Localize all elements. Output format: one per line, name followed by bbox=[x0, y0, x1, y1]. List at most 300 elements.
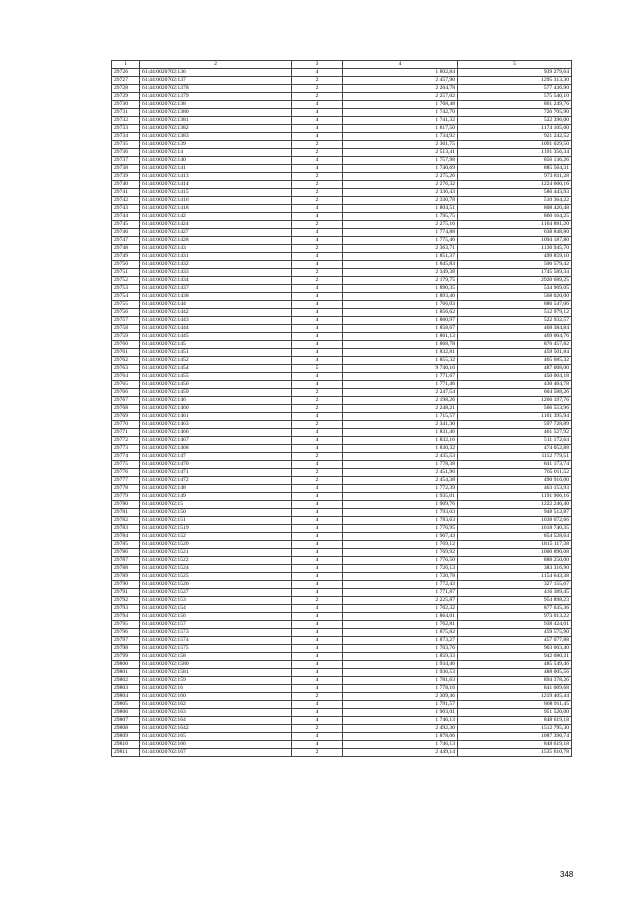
row-number-cell: 29732 bbox=[112, 117, 140, 125]
cadastral-value-cell: 939 279,64 bbox=[458, 69, 572, 77]
table-row bbox=[112, 133, 572, 141]
cadastral-number-cell: 61:44:0020702:1461 bbox=[140, 413, 292, 421]
row-number-cell: 29751 bbox=[112, 269, 140, 277]
specific-value-cell: 1 771,67 bbox=[343, 373, 458, 381]
row-number-cell: 29731 bbox=[112, 109, 140, 117]
specific-value-cell: 1 772,43 bbox=[343, 581, 458, 589]
cadastral-number-cell: 61:44:0020702:1521 bbox=[140, 549, 292, 557]
cadastral-number-cell: 61:44:0020702:1451 bbox=[140, 349, 292, 357]
row-number-cell: 29781 bbox=[112, 509, 140, 517]
cadastral-number-cell: 61:44:0020702:164 bbox=[140, 717, 292, 725]
specific-value-cell: 1 817,50 bbox=[343, 125, 458, 133]
cadastral-value-table bbox=[111, 60, 572, 757]
category-code-cell: 2 bbox=[292, 397, 343, 405]
cadastral-value-cell: 459 501,84 bbox=[458, 349, 572, 357]
table-row bbox=[112, 461, 572, 469]
row-number-cell: 29730 bbox=[112, 101, 140, 109]
category-code-cell: 4 bbox=[292, 253, 343, 261]
table-row bbox=[112, 605, 572, 613]
specific-value-cell: 2 225,87 bbox=[343, 597, 458, 605]
cadastral-value-cell: 416 389,45 bbox=[458, 589, 572, 597]
row-number-cell: 29797 bbox=[112, 637, 140, 645]
row-number-cell: 29775 bbox=[112, 461, 140, 469]
row-number-cell: 29739 bbox=[112, 173, 140, 181]
cadastral-value-cell: 490 916,00 bbox=[458, 477, 572, 485]
table-row bbox=[112, 173, 572, 181]
cadastral-value-cell: 522 396,00 bbox=[458, 117, 572, 125]
table-row bbox=[112, 725, 572, 733]
cadastral-number-cell: 61:44:0020702:156 bbox=[140, 613, 292, 621]
row-number-cell: 29772 bbox=[112, 437, 140, 445]
row-number-cell: 29801 bbox=[112, 669, 140, 677]
table-row bbox=[112, 421, 572, 429]
cadastral-number-cell: 61:44:0020702:1527 bbox=[140, 589, 292, 597]
table-row bbox=[112, 445, 572, 453]
row-number-cell: 29786 bbox=[112, 549, 140, 557]
specific-value-cell: 1 875,82 bbox=[343, 629, 458, 637]
row-number-cell: 29782 bbox=[112, 517, 140, 525]
cadastral-number-cell: 61:44:0020702:160 bbox=[140, 693, 292, 701]
cadastral-number-cell: 61:44:0020702:1471 bbox=[140, 469, 292, 477]
specific-value-cell: 2 247,54 bbox=[343, 389, 458, 397]
cadastral-value-cell: 1101 395,94 bbox=[458, 413, 572, 421]
table-row bbox=[112, 517, 572, 525]
cadastral-number-cell: 61:44:0020702:162 bbox=[140, 701, 292, 709]
cadastral-number-cell: 61:44:0020702:1443 bbox=[140, 317, 292, 325]
specific-value-cell: 1 858,67 bbox=[343, 325, 458, 333]
table-row bbox=[112, 429, 572, 437]
row-number-cell: 29734 bbox=[112, 133, 140, 141]
category-code-cell: 4 bbox=[292, 429, 343, 437]
category-code-cell: 4 bbox=[292, 133, 343, 141]
row-number-cell: 29747 bbox=[112, 237, 140, 245]
row-number-cell: 29761 bbox=[112, 349, 140, 357]
specific-value-cell: 1 793,03 bbox=[343, 509, 458, 517]
table-row bbox=[112, 157, 572, 165]
table-row bbox=[112, 125, 572, 133]
row-number-cell: 29773 bbox=[112, 445, 140, 453]
table-row bbox=[112, 493, 572, 501]
cadastral-number-cell: 61:44:0020702:1432 bbox=[140, 261, 292, 269]
cadastral-value-cell: 512 979,12 bbox=[458, 309, 572, 317]
table-row bbox=[112, 749, 572, 757]
cadastral-value-cell: 459 575,90 bbox=[458, 629, 572, 637]
row-number-cell: 29748 bbox=[112, 245, 140, 253]
cadastral-value-cell: 1535 610,78 bbox=[458, 749, 572, 757]
specific-value-cell: 1 734,92 bbox=[343, 133, 458, 141]
specific-value-cell: 1 860,97 bbox=[343, 317, 458, 325]
category-code-cell: 5 bbox=[292, 365, 343, 373]
specific-value-cell: 1 783,63 bbox=[343, 517, 458, 525]
row-number-cell: 29768 bbox=[112, 405, 140, 413]
header-row bbox=[112, 61, 572, 69]
table-row bbox=[112, 373, 572, 381]
category-code-cell: 4 bbox=[292, 629, 343, 637]
cadastral-value-cell: 463 153,93 bbox=[458, 485, 572, 493]
table-row bbox=[112, 629, 572, 637]
cadastral-number-cell: 61:44:0020702:1416 bbox=[140, 197, 292, 205]
cadastral-value-cell: 1224 660,16 bbox=[458, 181, 572, 189]
cadastral-value-cell: 973 811,28 bbox=[458, 173, 572, 181]
table-row bbox=[112, 533, 572, 541]
row-number-cell: 29755 bbox=[112, 301, 140, 309]
cadastral-value-cell: 1512 795,30 bbox=[458, 725, 572, 733]
table-row bbox=[112, 485, 572, 493]
cadastral-value-cell: 1815 117,38 bbox=[458, 541, 572, 549]
specific-value-cell: 1 726,13 bbox=[343, 565, 458, 573]
row-number-cell: 29806 bbox=[112, 709, 140, 717]
cadastral-number-cell: 61:44:0020702:147 bbox=[140, 453, 292, 461]
specific-value-cell: 1 832,81 bbox=[343, 349, 458, 357]
table-row bbox=[112, 141, 572, 149]
cadastral-number-cell: 61:44:0020702:15 bbox=[140, 501, 292, 509]
row-number-cell: 29756 bbox=[112, 309, 140, 317]
specific-value-cell: 1 769,12 bbox=[343, 541, 458, 549]
table-row bbox=[112, 93, 572, 101]
category-code-cell: 2 bbox=[292, 277, 343, 285]
table-row bbox=[112, 525, 572, 533]
cadastral-value-cell: 888 250,00 bbox=[458, 557, 572, 565]
category-code-cell: 2 bbox=[292, 189, 343, 197]
cadastral-value-cell: 1087 396,74 bbox=[458, 733, 572, 741]
cadastral-number-cell: 61:44:0020702:1463 bbox=[140, 421, 292, 429]
specific-value-cell: 1 746,13 bbox=[343, 741, 458, 749]
cadastral-value-cell: 942 680,31 bbox=[458, 653, 572, 661]
cadastral-value-cell: 566 553,96 bbox=[458, 405, 572, 413]
specific-value-cell: 2 248,21 bbox=[343, 405, 458, 413]
category-code-cell: 4 bbox=[292, 685, 343, 693]
table-row bbox=[112, 557, 572, 565]
category-code-cell: 4 bbox=[292, 157, 343, 165]
cadastral-value-cell: 951 520,00 bbox=[458, 709, 572, 717]
cadastral-value-cell: 522 932,57 bbox=[458, 317, 572, 325]
cadastral-value-cell: 877 635,36 bbox=[458, 605, 572, 613]
cadastral-value-cell: 1266 197,76 bbox=[458, 397, 572, 405]
cadastral-number-cell: 61:44:0020702:16 bbox=[140, 685, 292, 693]
category-code-cell: 4 bbox=[292, 437, 343, 445]
table-row bbox=[112, 101, 572, 109]
table-row bbox=[112, 549, 572, 557]
row-number-cell: 29763 bbox=[112, 365, 140, 373]
column-header-3: 3 bbox=[292, 61, 343, 69]
category-code-cell: 4 bbox=[292, 165, 343, 173]
cadastral-value-cell: 868 911,45 bbox=[458, 701, 572, 709]
category-code-cell: 2 bbox=[292, 477, 343, 485]
cadastral-number-cell: 61:44:0020702:139 bbox=[140, 141, 292, 149]
category-code-cell: 4 bbox=[292, 565, 343, 573]
cadastral-number-cell: 61:44:0020702:166 bbox=[140, 741, 292, 749]
row-number-cell: 29754 bbox=[112, 293, 140, 301]
table-row bbox=[112, 189, 572, 197]
table-row bbox=[112, 469, 572, 477]
specific-value-cell: 1 778,16 bbox=[343, 685, 458, 693]
row-number-cell: 29790 bbox=[112, 581, 140, 589]
row-number-cell: 29809 bbox=[112, 733, 140, 741]
row-number-cell: 29742 bbox=[112, 197, 140, 205]
cadastral-number-cell: 61:44:0020702:1433 bbox=[140, 269, 292, 277]
cadastral-number-cell: 61:44:0020702:1525 bbox=[140, 573, 292, 581]
category-code-cell: 2 bbox=[292, 389, 343, 397]
cadastral-number-cell: 61:44:0020702:1431 bbox=[140, 253, 292, 261]
table-row bbox=[112, 77, 572, 85]
table-row bbox=[112, 653, 572, 661]
category-code-cell: 4 bbox=[292, 637, 343, 645]
category-code-cell: 4 bbox=[292, 493, 343, 501]
table-row bbox=[112, 245, 572, 253]
specific-value-cell: 1 909,76 bbox=[343, 501, 458, 509]
cadastral-value-cell: 1038 072,66 bbox=[458, 517, 572, 525]
table-row bbox=[112, 709, 572, 717]
row-number-cell: 29736 bbox=[112, 149, 140, 157]
table-row bbox=[112, 181, 572, 189]
specific-value-cell: 1 935,01 bbox=[343, 493, 458, 501]
table-row bbox=[112, 581, 572, 589]
row-number-cell: 29793 bbox=[112, 605, 140, 613]
specific-value-cell: 1 766,03 bbox=[343, 301, 458, 309]
row-number-cell: 29764 bbox=[112, 373, 140, 381]
cadastral-value-cell: 841 173,74 bbox=[458, 461, 572, 469]
specific-value-cell: 1 762,81 bbox=[343, 621, 458, 629]
table-row bbox=[112, 253, 572, 261]
cadastral-value-cell: 461 527,92 bbox=[458, 429, 572, 437]
specific-value-cell: 1 856,62 bbox=[343, 309, 458, 317]
category-code-cell: 2 bbox=[292, 597, 343, 605]
specific-value-cell: 1 715,57 bbox=[343, 413, 458, 421]
table-row bbox=[112, 301, 572, 309]
table-row bbox=[112, 261, 572, 269]
row-number-cell: 29744 bbox=[112, 213, 140, 221]
category-code-cell: 4 bbox=[292, 213, 343, 221]
specific-value-cell: 1 893,40 bbox=[343, 293, 458, 301]
specific-value-cell: 9 740,16 bbox=[343, 365, 458, 373]
cadastral-value-cell: 465 685,32 bbox=[458, 357, 572, 365]
table-row bbox=[112, 213, 572, 221]
cadastral-number-cell: 61:44:0020702:1466 bbox=[140, 429, 292, 437]
cadastral-number-cell: 61:44:0020702:150 bbox=[140, 509, 292, 517]
row-number-cell: 29727 bbox=[112, 77, 140, 85]
category-code-cell: 4 bbox=[292, 461, 343, 469]
specific-value-cell: 1 890,35 bbox=[343, 285, 458, 293]
category-code-cell: 4 bbox=[292, 69, 343, 77]
cadastral-number-cell: 61:44:0020702:136 bbox=[140, 69, 292, 77]
cadastral-value-cell: 469 004,76 bbox=[458, 333, 572, 341]
column-header-4: 4 bbox=[343, 61, 458, 69]
row-number-cell: 29787 bbox=[112, 557, 140, 565]
cadastral-number-cell: 61:44:0020702:1522 bbox=[140, 557, 292, 565]
row-number-cell: 29771 bbox=[112, 429, 140, 437]
row-number-cell: 29729 bbox=[112, 93, 140, 101]
category-code-cell: 2 bbox=[292, 245, 343, 253]
category-code-cell: 4 bbox=[292, 413, 343, 421]
specific-value-cell: 1 775,46 bbox=[343, 237, 458, 245]
cadastral-value-cell: 586 443,93 bbox=[458, 189, 572, 197]
cadastral-value-cell: 499 859,10 bbox=[458, 253, 572, 261]
cadastral-number-cell: 61:44:0020702:1424 bbox=[140, 221, 292, 229]
cadastral-value-cell: 534 969,05 bbox=[458, 285, 572, 293]
table-header bbox=[112, 61, 572, 69]
cadastral-value-cell: 638 848,80 bbox=[458, 229, 572, 237]
table-row bbox=[112, 269, 572, 277]
cadastral-number-cell: 61:44:0020702:1415 bbox=[140, 189, 292, 197]
column-header-2: 2 bbox=[140, 61, 292, 69]
cadastral-number-cell: 61:44:0020702:137 bbox=[140, 77, 292, 85]
category-code-cell: 4 bbox=[292, 573, 343, 581]
category-code-cell: 4 bbox=[292, 709, 343, 717]
cadastral-value-cell: 1295 313,30 bbox=[458, 77, 572, 85]
row-number-cell: 29800 bbox=[112, 661, 140, 669]
table-row bbox=[112, 541, 572, 549]
cadastral-value-cell: 903 003,40 bbox=[458, 645, 572, 653]
table-row bbox=[112, 565, 572, 573]
row-number-cell: 29743 bbox=[112, 205, 140, 213]
cadastral-number-cell: 61:44:0020702:154 bbox=[140, 605, 292, 613]
specific-value-cell: 1 936,53 bbox=[343, 669, 458, 677]
table-row bbox=[112, 293, 572, 301]
row-number-cell: 29765 bbox=[112, 381, 140, 389]
cadastral-value-cell: 1219 405,44 bbox=[458, 693, 572, 701]
specific-value-cell: 1 781,63 bbox=[343, 677, 458, 685]
row-number-cell: 29774 bbox=[112, 453, 140, 461]
category-code-cell: 4 bbox=[292, 741, 343, 749]
table-row bbox=[112, 405, 572, 413]
row-number-cell: 29738 bbox=[112, 165, 140, 173]
cadastral-number-cell: 61:44:0020702:141 bbox=[140, 165, 292, 173]
cadastral-number-cell: 61:44:0020702:153 bbox=[140, 597, 292, 605]
cadastral-number-cell: 61:44:0020702:14 bbox=[140, 149, 292, 157]
table-row bbox=[112, 117, 572, 125]
category-code-cell: 4 bbox=[292, 101, 343, 109]
row-number-cell: 29795 bbox=[112, 621, 140, 629]
specific-value-cell: 1 855,32 bbox=[343, 357, 458, 365]
category-code-cell: 4 bbox=[292, 581, 343, 589]
cadastral-number-cell: 61:44:0020702:1472 bbox=[140, 477, 292, 485]
specific-value-cell: 2 257,02 bbox=[343, 93, 458, 101]
cadastral-value-cell: 1222 246,40 bbox=[458, 501, 572, 509]
category-code-cell: 4 bbox=[292, 445, 343, 453]
specific-value-cell: 1 776,50 bbox=[343, 557, 458, 565]
cadastral-value-cell: 327 155,67 bbox=[458, 581, 572, 589]
table-row bbox=[112, 437, 572, 445]
cadastral-number-cell: 61:44:0020702:1434 bbox=[140, 277, 292, 285]
table-row bbox=[112, 381, 572, 389]
specific-value-cell: 1 878,06 bbox=[343, 733, 458, 741]
specific-value-cell: 1 771,46 bbox=[343, 381, 458, 389]
category-code-cell: 2 bbox=[292, 421, 343, 429]
cadastral-number-cell: 61:44:0020702:1381 bbox=[140, 117, 292, 125]
cadastral-number-cell: 61:44:0020702:1454 bbox=[140, 365, 292, 373]
specific-value-cell: 2 275,26 bbox=[343, 173, 458, 181]
table-row bbox=[112, 621, 572, 629]
cadastral-number-cell: 61:44:0020702:1442 bbox=[140, 309, 292, 317]
category-code-cell: 4 bbox=[292, 733, 343, 741]
table-body bbox=[112, 69, 572, 757]
table-row bbox=[112, 733, 572, 741]
cadastral-value-cell: 726 705,90 bbox=[458, 109, 572, 117]
cadastral-number-cell: 61:44:0020702:1414 bbox=[140, 181, 292, 189]
table-row bbox=[112, 701, 572, 709]
category-code-cell: 4 bbox=[292, 645, 343, 653]
cadastral-value-cell: 457 077,88 bbox=[458, 637, 572, 645]
category-code-cell: 4 bbox=[292, 357, 343, 365]
category-code-cell: 4 bbox=[292, 229, 343, 237]
row-number-cell: 29811 bbox=[112, 749, 140, 757]
category-code-cell: 2 bbox=[292, 173, 343, 181]
cadastral-value-cell: 488 005,56 bbox=[458, 669, 572, 677]
table-row bbox=[112, 397, 572, 405]
specific-value-cell: 2 275,16 bbox=[343, 221, 458, 229]
specific-value-cell: 1 868,78 bbox=[343, 341, 458, 349]
table-row bbox=[112, 717, 572, 725]
table-row bbox=[112, 597, 572, 605]
cadastral-number-cell: 61:44:0020702:158 bbox=[140, 653, 292, 661]
row-number-cell: 29799 bbox=[112, 653, 140, 661]
table-row bbox=[112, 661, 572, 669]
cadastral-number-cell: 61:44:0020702:1380 bbox=[140, 109, 292, 117]
table-row bbox=[112, 613, 572, 621]
cadastral-number-cell: 61:44:0020702:1642 bbox=[140, 725, 292, 733]
category-code-cell: 4 bbox=[292, 661, 343, 669]
specific-value-cell: 1 774,88 bbox=[343, 229, 458, 237]
cadastral-value-cell: 1091 029,50 bbox=[458, 141, 572, 149]
cadastral-number-cell: 61:44:0020702:138 bbox=[140, 101, 292, 109]
cadastral-value-cell: 468 384,84 bbox=[458, 325, 572, 333]
cadastral-value-cell: 885 564,31 bbox=[458, 165, 572, 173]
cadastral-value-cell: 841 069,68 bbox=[458, 685, 572, 693]
table-row bbox=[112, 693, 572, 701]
row-number-cell: 29741 bbox=[112, 189, 140, 197]
category-code-cell: 4 bbox=[292, 341, 343, 349]
page-number: 348 bbox=[560, 870, 574, 879]
row-number-cell: 29769 bbox=[112, 413, 140, 421]
table-row bbox=[112, 685, 572, 693]
cadastral-number-cell: 61:44:0020702:145 bbox=[140, 341, 292, 349]
row-number-cell: 29760 bbox=[112, 341, 140, 349]
cadastral-number-cell: 61:44:0020702:1428 bbox=[140, 237, 292, 245]
category-code-cell: 2 bbox=[292, 85, 343, 93]
cadastral-value-cell: 1174 105,00 bbox=[458, 125, 572, 133]
table-row bbox=[112, 229, 572, 237]
category-code-cell: 2 bbox=[292, 181, 343, 189]
row-number-cell: 29776 bbox=[112, 469, 140, 477]
specific-value-cell: 2 454,38 bbox=[343, 477, 458, 485]
row-number-cell: 29777 bbox=[112, 477, 140, 485]
cadastral-number-cell: 61:44:0020702:1459 bbox=[140, 389, 292, 397]
cadastral-value-cell: 954 898,23 bbox=[458, 597, 572, 605]
row-number-cell: 29766 bbox=[112, 389, 140, 397]
cadastral-number-cell: 61:44:0020702:1581 bbox=[140, 669, 292, 677]
cadastral-number-cell: 61:44:0020702:1427 bbox=[140, 229, 292, 237]
table-row bbox=[112, 309, 572, 317]
category-code-cell: 4 bbox=[292, 325, 343, 333]
row-number-cell: 29798 bbox=[112, 645, 140, 653]
specific-value-cell: 1 742,70 bbox=[343, 109, 458, 117]
cadastral-value-cell: 506 579,42 bbox=[458, 261, 572, 269]
cadastral-number-cell: 61:44:0020702:1378 bbox=[140, 85, 292, 93]
category-code-cell: 2 bbox=[292, 453, 343, 461]
specific-value-cell: 1 845,83 bbox=[343, 261, 458, 269]
specific-value-cell: 1 746,13 bbox=[343, 717, 458, 725]
category-code-cell: 2 bbox=[292, 149, 343, 157]
category-code-cell: 2 bbox=[292, 141, 343, 149]
table-row bbox=[112, 677, 572, 685]
row-number-cell: 29802 bbox=[112, 677, 140, 685]
cadastral-number-cell: 61:44:0020702:1379 bbox=[140, 93, 292, 101]
category-code-cell: 4 bbox=[292, 285, 343, 293]
category-code-cell: 4 bbox=[292, 677, 343, 685]
row-number-cell: 29733 bbox=[112, 125, 140, 133]
cadastral-number-cell: 61:44:0020702:1452 bbox=[140, 357, 292, 365]
table-row bbox=[112, 413, 572, 421]
